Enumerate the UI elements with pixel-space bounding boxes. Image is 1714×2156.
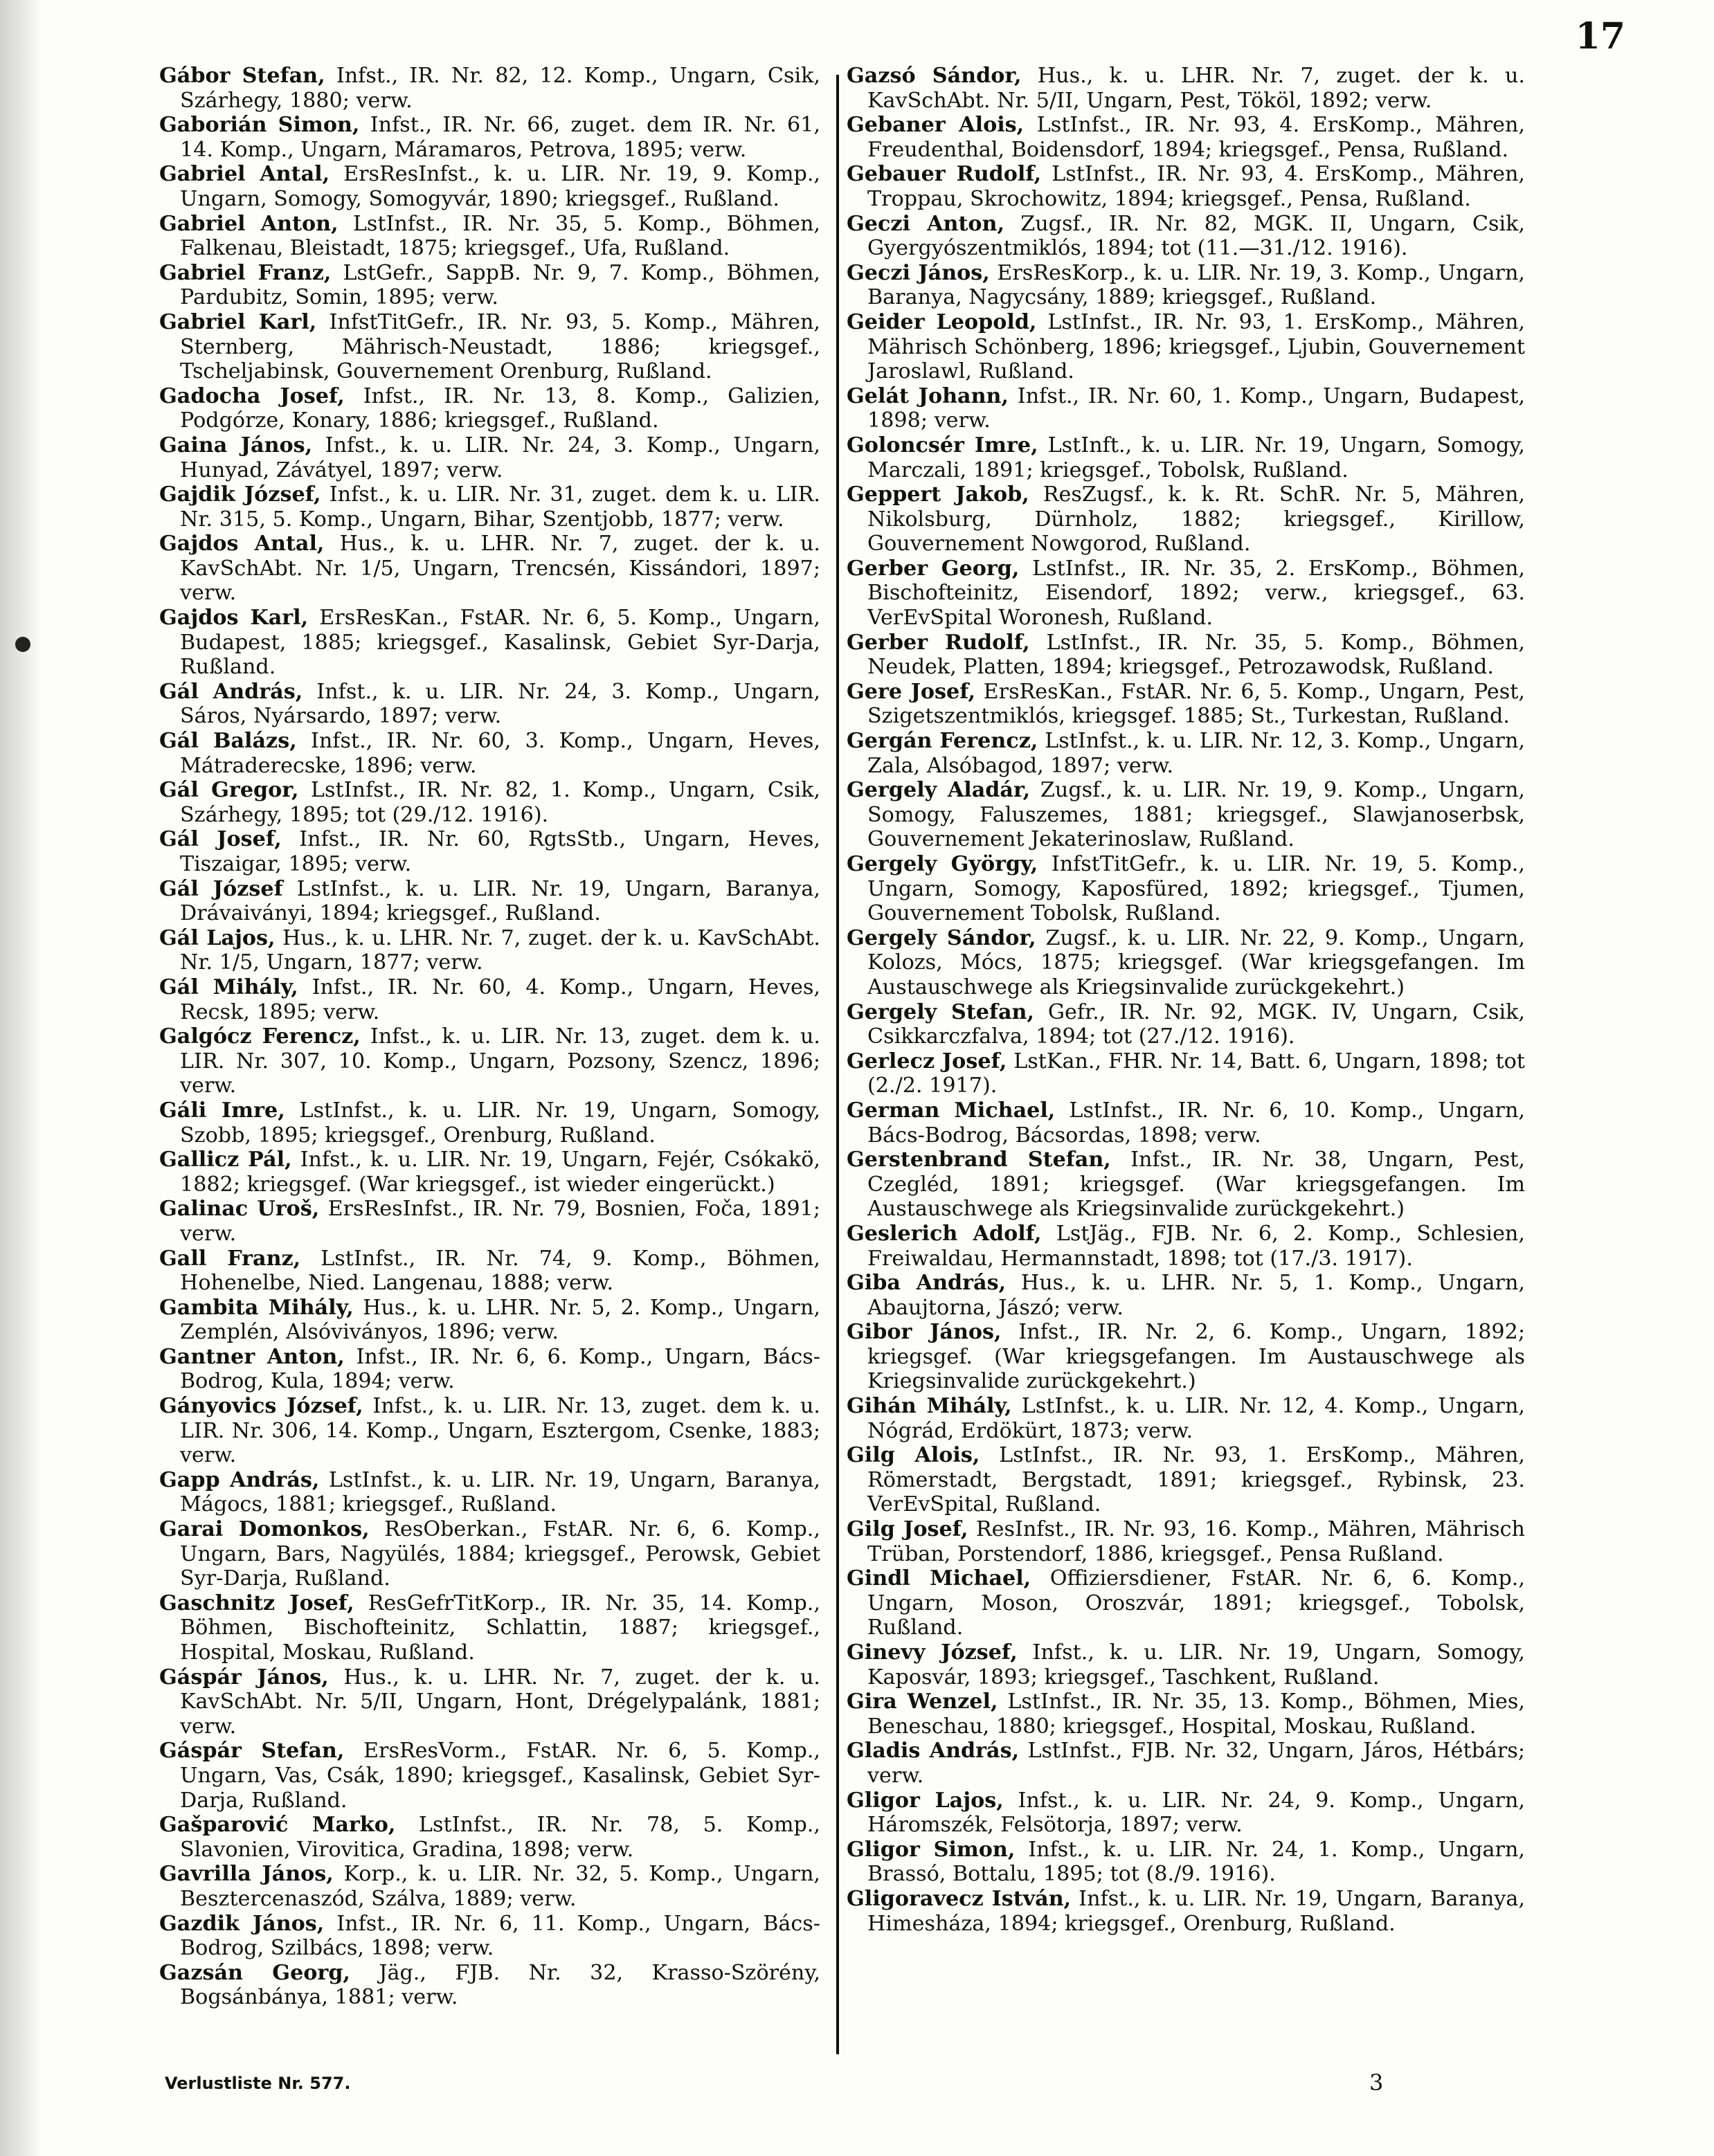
entry-details: LstInfst., k. u. LIR. Nr. 19, Ungarn, Baranya, Drávaiványi, 1894; kriegsgef., Rußland. bbox=[180, 876, 820, 926]
list-entry bbox=[847, 778, 1525, 852]
list-entry bbox=[159, 1148, 820, 1197]
entry-details: Korp., k. u. LIR. Nr. 32, 5. Komp., Ungarn, Besztercenaszód, Szálva, 1889; verw. bbox=[180, 1862, 820, 1911]
entry-details: LstInfst., k. u. LIR. Nr. 12, 3. Komp., Ungarn, Zala, Alsóbagod, 1897; verw. bbox=[867, 729, 1525, 778]
entry-details: LstInfst., IR. Nr. 93, 1. ErsKomp., Mähren, Mährisch Schönberg, 1896; kriegsgef., Ljubin, Gouvernement Jaroslawl, Rußland. bbox=[867, 309, 1525, 384]
entry-name: Gilg Alois, bbox=[847, 1443, 980, 1468]
list-entry bbox=[847, 310, 1525, 384]
entry-name: Gabriel Anton, bbox=[159, 211, 339, 236]
list-entry bbox=[847, 1049, 1525, 1098]
entry-name: Gergely Aladár, bbox=[847, 778, 1031, 803]
list-entry bbox=[159, 310, 820, 384]
entry-name: Gergely Stefan, bbox=[847, 999, 1034, 1024]
entry-details: Zugsf., k. u. LIR. Nr. 22, 9. Komp., Ungarn, Kolozs, Mócs, 1875; kriegsgef. (War kriegsgefangen. Im Austauschwege als Kriegsinvalide zurückgekehrt.) bbox=[867, 925, 1525, 999]
list-entry bbox=[159, 606, 820, 680]
entry-name: Gilg Josef, bbox=[847, 1517, 968, 1542]
entry-details: ResGefrTitKorp., IR. Nr. 35, 14. Komp., Böhmen, Bischofteinitz, Schlattin, 1887; kriegsgef., Hospital, Moskau, Rußland. bbox=[180, 1591, 820, 1665]
entry-details: Infst., k. u. LIR. Nr. 24, 9. Komp., Ungarn, Háromszék, Felsötorja, 1897; verw. bbox=[867, 1788, 1525, 1838]
entry-details: LstInfst., IR. Nr. 35, 5. Komp., Böhmen, Falkenau, Bleistadt, 1875; kriegsgef., Ufa, Rußland. bbox=[180, 211, 820, 261]
list-entry bbox=[159, 1739, 820, 1813]
list-entry bbox=[159, 827, 820, 876]
entry-details: ResOberkan., FstAR. Nr. 6, 6. Komp., Ungarn, Bars, Nagyülés, 1884; kriegsgef., Perowsk, Gebiet Syr-Darja, Rußland. bbox=[180, 1517, 820, 1591]
entry-name: Gapp András, bbox=[159, 1467, 320, 1492]
entry-details: LstInfst., IR. Nr. 82, 1. Komp., Ungarn, Csik, Szárhegy, 1895; tot (29./12. 1916). bbox=[180, 778, 820, 827]
entry-details: Hus., k. u. LHR. Nr. 7, zuget. der k. u. KavSchAbt. Nr. 1/5, Ungarn, Trencsén, Kissándori, 1897; verw. bbox=[180, 532, 820, 606]
entry-name: Gira Wenzel, bbox=[847, 1690, 998, 1714]
list-entry bbox=[847, 1222, 1525, 1271]
entry-details: Hus., k. u. LHR. Nr. 7, zuget. der k. u. KavSchAbt. Nr. 5/II, Ungarn, Hont, Drégelypalánk, 1881; verw. bbox=[180, 1665, 820, 1739]
entry-name: Gambita Mihály, bbox=[159, 1295, 354, 1320]
entry-details: LstInfst., IR. Nr. 6, 10. Komp., Ungarn, Bács-Bodrog, Bácsordas, 1898; verw. bbox=[867, 1098, 1526, 1148]
entry-details: ErsResVorm., FstAR. Nr. 6, 5. Komp., Ungarn, Vas, Csák, 1890; kriegsgef., Kasalinsk, Gebiet Syr-Darja, Rußland. bbox=[180, 1739, 821, 1813]
list-entry bbox=[847, 1098, 1525, 1148]
entry-name: Ginevy József, bbox=[847, 1640, 1018, 1665]
list-entry bbox=[847, 261, 1525, 310]
entry-details: ErsResKorp., k. u. LIR. Nr. 19, 3. Komp., Ungarn, Baranya, Nagycsány, 1889; kriegsgef., Rußland. bbox=[867, 260, 1525, 310]
entry-details: Offiziersdiener, FstAR. Nr. 6, 6. Komp., Ungarn, Moson, Oroszvár, 1891; kriegsgef., Tobolsk, Rußland. bbox=[867, 1566, 1525, 1640]
entry-details: Hus., k. u. LHR. Nr. 7, zuget. der k. u. KavSchAbt. Nr. 5/II, Ungarn, Pest, Tököl, 1892; verw. bbox=[867, 64, 1526, 113]
list-entry bbox=[159, 729, 820, 778]
entry-name: Galgócz Ferencz, bbox=[159, 1024, 361, 1049]
entry-name: Gebaner Alois, bbox=[847, 113, 1025, 138]
entry-name: Gányovics József, bbox=[159, 1394, 363, 1419]
entry-name: Gaschnitz Josef, bbox=[159, 1591, 354, 1615]
list-entry bbox=[159, 778, 820, 827]
entry-details: Infst., IR. Nr. 60, RgtsStb., Ungarn, Heves, Tiszaigar, 1895; verw. bbox=[180, 827, 820, 876]
page-number: 17 bbox=[1575, 15, 1625, 57]
entry-details: Infst., k. u. LIR. Nr. 24, 1. Komp., Ungarn, Brassó, Bottalu, 1895; tot (8./9. 1916). bbox=[867, 1837, 1525, 1887]
entry-name: Gabriel Karl, bbox=[159, 309, 317, 334]
entry-details: ErsResInfst., k. u. LIR. Nr. 19, 9. Komp., Ungarn, Somogy, Somogyvár, 1890; kriegsgef., Rußland. bbox=[180, 162, 821, 211]
entry-name: Gligoravecz István, bbox=[847, 1886, 1072, 1911]
list-entry bbox=[847, 631, 1525, 680]
entry-details: Infst., IR. Nr. 60, 3. Komp., Ungarn, Heves, Mátraderecske, 1896; verw. bbox=[180, 729, 820, 778]
entry-details: Hus., k. u. LHR. Nr. 5, 1. Komp., Ungarn, Abaujtorna, Jászó; verw. bbox=[867, 1271, 1525, 1320]
list-entry bbox=[847, 162, 1525, 211]
entry-details: ErsResInfst., IR. Nr. 79, Bosnien, Foča, 1891; verw. bbox=[180, 1197, 821, 1246]
entry-name: Gibor János, bbox=[847, 1320, 1002, 1345]
entry-details: ErsResKan., FstAR. Nr. 6, 5. Komp., Ungarn, Pest, Szigetszentmiklós, kriegsgef. 1885; St., Turkestan, Rußland. bbox=[867, 679, 1525, 729]
list-entry bbox=[159, 261, 820, 310]
entry-details: Infst., k. u. LIR. Nr. 19, Ungarn, Fejér, Csókakö, 1882; kriegsgef. (War kriegsgef., ist wieder eingerückt.) bbox=[180, 1148, 821, 1197]
list-entry bbox=[159, 680, 820, 729]
list-entry bbox=[159, 162, 820, 211]
list-entry bbox=[847, 680, 1525, 729]
entry-name: Gere Josef, bbox=[847, 679, 976, 704]
entry-name: Gál Mihály, bbox=[159, 975, 298, 999]
entry-details: LstInfst., IR. Nr. 93, 4. ErsKomp., Mähren, Troppau, Skrochowitz, 1894; kriegsgef., Pensa, Rußland. bbox=[867, 162, 1525, 211]
entry-name: Gazsó Sándor, bbox=[847, 64, 1022, 88]
entry-details: LstInfst., k. u. LIR. Nr. 19, Ungarn, Baranya, Mágocs, 1881; kriegsgef., Rußland. bbox=[180, 1467, 821, 1517]
left-column bbox=[159, 64, 820, 2010]
entry-name: Gallicz Pál, bbox=[159, 1148, 292, 1172]
entry-name: Geider Leopold, bbox=[847, 309, 1037, 334]
entry-name: Garai Domonkos, bbox=[159, 1517, 370, 1542]
entry-name: Gelát Johann, bbox=[847, 383, 1009, 408]
list-entry bbox=[159, 384, 820, 433]
entry-details: Infst., k. u. LIR. Nr. 19, Ungarn, Somogy, Kaposvár, 1893; kriegsgef., Taschkent, Rußland. bbox=[867, 1640, 1526, 1690]
list-entry bbox=[159, 1394, 820, 1468]
entry-name: Gabriel Franz, bbox=[159, 260, 332, 285]
entry-details: LstJäg., FJB. Nr. 6, 2. Komp., Schlesien, Freiwaldau, Hermannstadt, 1898; tot (17./3. 1917). bbox=[867, 1221, 1525, 1271]
entry-name: Gerber Georg, bbox=[847, 556, 1020, 581]
entry-details: ResZugsf., k. k. Rt. SchR. Nr. 5, Mähren, Nikolsburg, Dürnholz, 1882; kriegsgef., Kirillow, Gouvernement Nowgorod, Rußland. bbox=[867, 482, 1525, 556]
list-entry bbox=[159, 1247, 820, 1296]
list-entry bbox=[159, 212, 820, 261]
entry-details: Hus., k. u. LHR. Nr. 7, zuget. der k. u. KavSchAbt. Nr. 1/5, Ungarn, 1877; verw. bbox=[180, 925, 821, 975]
entry-details: LstInfst., FJB. Nr. 32, Ungarn, Járos, Hétbárs; verw. bbox=[867, 1739, 1525, 1788]
list-entry bbox=[159, 1591, 820, 1665]
entry-name: Gáspár János, bbox=[159, 1665, 329, 1690]
list-entry bbox=[847, 1690, 1525, 1739]
list-entry bbox=[847, 1739, 1525, 1788]
entry-name: Gihán Mihály, bbox=[847, 1394, 1012, 1419]
entry-name: Geczi Anton, bbox=[847, 211, 1005, 236]
list-entry bbox=[159, 433, 820, 482]
list-entry bbox=[159, 1098, 820, 1148]
entry-details: Zugsf., k. u. LIR. Nr. 19, 9. Komp., Ungarn, Somogy, Faluszemes, 1881; kriegsgef., Slawjanoserbsk, Gouvernement Jekaterinoslaw, Rußland. bbox=[867, 778, 1525, 852]
entry-name: German Michael, bbox=[847, 1098, 1056, 1123]
footer-issue-label: Verlustliste Nr. 577. bbox=[165, 2074, 351, 2093]
entry-name: Gligor Simon, bbox=[847, 1837, 1016, 1862]
entry-name: Gál Lajos, bbox=[159, 925, 276, 950]
list-entry bbox=[847, 926, 1525, 1000]
entry-name: Geslerich Adolf, bbox=[847, 1221, 1042, 1246]
list-entry bbox=[847, 64, 1525, 113]
entry-name: Gergely Sándor, bbox=[847, 925, 1036, 950]
list-entry bbox=[847, 1788, 1525, 1838]
list-entry bbox=[159, 877, 820, 926]
list-entry bbox=[159, 482, 820, 532]
entry-name: Gindl Michael, bbox=[847, 1566, 1031, 1591]
entry-details: LstInfst., IR. Nr. 35, 5. Komp., Böhmen, Neudek, Platten, 1894; kriegsgef., Petrozawodsk, Rußland. bbox=[867, 630, 1525, 680]
entry-details: LstInfst., IR. Nr. 35, 2. ErsKomp., Böhmen, Bischofteinitz, Eisendorf, 1892; verw., kriegsgef., 63. VerEvSpital Woronesh, Rußland. bbox=[867, 556, 1525, 631]
list-entry bbox=[159, 1345, 820, 1394]
list-entry bbox=[159, 1862, 820, 1911]
list-entry bbox=[159, 926, 820, 975]
entry-details: LstInfst., k. u. LIR. Nr. 12, 4. Komp., Ungarn, Nógrád, Erdökürt, 1873; verw. bbox=[867, 1394, 1525, 1443]
entry-details: Infst., IR. Nr. 13, 8. Komp., Galizien, Podgórze, Konary, 1886; kriegsgef., Rußland. bbox=[180, 383, 820, 433]
entry-name: Gábor Stefan, bbox=[159, 64, 325, 88]
entry-name: Gall Franz, bbox=[159, 1246, 301, 1271]
list-entry bbox=[847, 1000, 1525, 1049]
list-entry bbox=[847, 1271, 1525, 1320]
entry-name: Gál József bbox=[159, 876, 283, 901]
entry-name: Gladis András, bbox=[847, 1739, 1020, 1764]
entry-name: Gergely György, bbox=[847, 852, 1038, 876]
entry-details: Infst., IR. Nr. 66, zuget. dem IR. Nr. 61, 14. Komp., Ungarn, Máramaros, Petrova, 1895; verw. bbox=[180, 113, 820, 162]
entry-details: Infst., IR. Nr. 60, 1. Komp., Ungarn, Budapest, 1898; verw. bbox=[867, 383, 1525, 433]
entry-name: Gazdik János, bbox=[159, 1911, 325, 1936]
entry-name: Gebauer Rudolf, bbox=[847, 162, 1042, 187]
entry-name: Giba András, bbox=[847, 1271, 1007, 1296]
entry-name: Gaborián Simon, bbox=[159, 113, 360, 138]
entry-details: LstInfst., IR. Nr. 93, 1. ErsKomp., Mähren, Römerstadt, Bergstadt, 1891; kriegsgef., Rybinsk, 23. VerEvSpital, Rußland. bbox=[867, 1443, 1525, 1517]
entry-name: Gáspár Stefan, bbox=[159, 1739, 345, 1764]
entry-name: Gantner Anton, bbox=[159, 1344, 345, 1369]
list-entry bbox=[847, 482, 1525, 556]
list-entry bbox=[159, 1813, 820, 1862]
list-entry bbox=[847, 1838, 1525, 1887]
list-entry bbox=[159, 1197, 820, 1246]
list-entry bbox=[159, 532, 820, 606]
list-entry bbox=[847, 1320, 1525, 1394]
entry-details: LstInfst., IR. Nr. 74, 9. Komp., Böhmen, Hohenelbe, Nied. Langenau, 1888; verw. bbox=[180, 1246, 820, 1296]
entry-details: LstInfst., IR. Nr. 35, 13. Komp., Böhmen, Mies, Beneschau, 1880; kriegsgef., Hospital, Moskau, Rußland. bbox=[867, 1690, 1525, 1739]
entry-details: Infst., IR. Nr. 60, 4. Komp., Ungarn, Heves, Recsk, 1895; verw. bbox=[180, 975, 820, 1024]
entry-details: Gefr., IR. Nr. 92, MGK. IV, Ungarn, Csik, Csikkarczfalva, 1894; tot (27./12. 1916). bbox=[867, 999, 1525, 1049]
entry-name: Gál András, bbox=[159, 679, 303, 704]
entry-name: Geczi János, bbox=[847, 260, 990, 285]
list-entry bbox=[159, 1912, 820, 1961]
entry-name: Gerlecz Josef, bbox=[847, 1049, 1007, 1074]
list-entry bbox=[847, 113, 1525, 162]
list-entry bbox=[159, 1296, 820, 1345]
list-entry bbox=[847, 1887, 1525, 1936]
entry-name: Gavrilla János, bbox=[159, 1862, 334, 1887]
entry-name: Gazsán Georg, bbox=[159, 1960, 350, 1985]
list-entry bbox=[847, 852, 1525, 926]
entry-name: Galinac Uroš, bbox=[159, 1197, 320, 1222]
entry-name: Gajdos Antal, bbox=[159, 532, 325, 556]
entry-details: LstInfst., IR. Nr. 93, 4. ErsKomp., Mähren, Freudenthal, Boidensdorf, 1894; kriegsgef., Pensa, Rußland. bbox=[867, 113, 1525, 162]
entry-details: ErsResKan., FstAR. Nr. 6, 5. Komp., Ungarn, Budapest, 1885; kriegsgef., Kasalinsk, Gebiet Syr-Darja, Rußland. bbox=[180, 606, 820, 680]
entry-details: Infst., k. u. LIR. Nr. 24, 3. Komp., Ungarn, Hunyad, Závátyel, 1897; verw. bbox=[180, 433, 820, 482]
entry-details: LstInfst., k. u. LIR. Nr. 19, Ungarn, Somogy, Szobb, 1895; kriegsgef., Orenburg, Rußland. bbox=[180, 1098, 820, 1148]
entry-details: InfstTitGefr., IR. Nr. 93, 5. Komp., Mähren, Sternberg, Mährisch-Neustadt, 1886; kriegsgef., Tscheljabinsk, Gouvernement Orenburg, Rußland. bbox=[180, 309, 820, 384]
entry-name: Gerber Rudolf, bbox=[847, 630, 1030, 655]
entry-name: Geppert Jakob, bbox=[847, 482, 1029, 507]
list-entry bbox=[159, 64, 820, 113]
entry-name: Gáli Imre, bbox=[159, 1098, 285, 1123]
binding-hole-mark bbox=[15, 637, 30, 652]
list-entry bbox=[847, 212, 1525, 261]
entry-details: Jäg., FJB. Nr. 32, Krasso-Szörény, Bogsánbánya, 1881; verw. bbox=[180, 1960, 821, 2010]
entry-name: Gál Gregor, bbox=[159, 778, 299, 803]
footer-signature-mark: 3 bbox=[1369, 2069, 1384, 2096]
list-entry bbox=[847, 1148, 1525, 1222]
entry-details: Hus., k. u. LHR. Nr. 5, 2. Komp., Ungarn, Zemplén, Alsóviványos, 1896; verw. bbox=[180, 1295, 820, 1345]
entry-name: Gadocha Josef, bbox=[159, 383, 345, 408]
list-entry bbox=[847, 1566, 1525, 1640]
entry-name: Goloncsér Imre, bbox=[847, 433, 1038, 458]
entry-details: Infst., k. u. LIR. Nr. 31, zuget. dem k. u. LIR. Nr. 315, 5. Komp., Ungarn, Bihar, Szentjobb, 1877; verw. bbox=[180, 482, 821, 532]
entry-details: ResInfst., IR. Nr. 93, 16. Komp., Mähren, Mährisch Trüban, Porstendorf, 1886, kriegsgef., Pensa Rußland. bbox=[867, 1517, 1525, 1566]
list-entry bbox=[847, 556, 1525, 631]
list-entry bbox=[847, 1517, 1525, 1566]
list-entry bbox=[159, 113, 820, 162]
entry-name: Gajdos Karl, bbox=[159, 606, 309, 631]
entry-details: Infst., IR. Nr. 6, 11. Komp., Ungarn, Bács-Bodrog, Szilbács, 1898; verw. bbox=[180, 1911, 820, 1961]
entry-details: Infst., IR. Nr. 38, Ungarn, Pest, Czegléd, 1891; kriegsgef. (War kriegsgefangen. Im Austauschwege als Kriegsinvalide zurückgekehrt.) bbox=[867, 1148, 1525, 1222]
list-entry bbox=[847, 1443, 1525, 1517]
right-column bbox=[847, 64, 1525, 1936]
list-entry bbox=[159, 1468, 820, 1517]
list-entry bbox=[847, 1640, 1525, 1690]
entry-details: LstInft., k. u. LIR. Nr. 19, Ungarn, Somogy, Marczali, 1891; kriegsgef., Tobolsk, Rußland. bbox=[867, 433, 1525, 482]
entry-details: LstInfst., IR. Nr. 78, 5. Komp., Slavonien, Virovitica, Gradina, 1898; verw. bbox=[180, 1813, 820, 1862]
list-entry bbox=[847, 384, 1525, 433]
entry-details: LstGefr., SappB. Nr. 9, 7. Komp., Böhmen, Pardubitz, Somin, 1895; verw. bbox=[180, 260, 820, 310]
entry-details: Infst., k. u. LIR. Nr. 24, 3. Komp., Ungarn, Sáros, Nyársardo, 1897; verw. bbox=[180, 679, 820, 729]
list-entry bbox=[159, 1517, 820, 1591]
entry-details: Infst., k. u. LIR. Nr. 13, zuget. dem k. u. LIR. Nr. 306, 14. Komp., Ungarn, Esztergom, Csenke, 1883; verw. bbox=[180, 1394, 820, 1468]
list-entry bbox=[847, 433, 1525, 482]
entry-name: Gergán Ferencz, bbox=[847, 729, 1038, 754]
column-divider bbox=[836, 75, 839, 2054]
list-entry bbox=[847, 1394, 1525, 1443]
entry-name: Gál Balázs, bbox=[159, 729, 297, 754]
entry-details: Infst., IR. Nr. 2, 6. Komp., Ungarn, 1892; kriegsgef. (War kriegsgefangen. Im Austauschwege als Kriegsinvalide zurückgekehrt.) bbox=[867, 1320, 1525, 1394]
binding-shadow bbox=[0, 0, 42, 2156]
list-entry bbox=[847, 729, 1525, 778]
entry-details: LstKan., FHR. Nr. 14, Batt. 6, Ungarn, 1898; tot (2./2. 1917). bbox=[867, 1049, 1525, 1098]
entry-name: Gerstenbrand Stefan, bbox=[847, 1148, 1111, 1172]
list-entry bbox=[159, 1024, 820, 1098]
entry-name: Gaina János, bbox=[159, 433, 313, 458]
entry-name: Gajdik József, bbox=[159, 482, 321, 507]
entry-details: Infst., k. u. LIR. Nr. 13, zuget. dem k. u. LIR. Nr. 307, 10. Komp., Ungarn, Pozsony, Szencz, 1896; verw. bbox=[180, 1024, 820, 1098]
entry-name: Gligor Lajos, bbox=[847, 1788, 1004, 1813]
entry-details: InfstTitGefr., k. u. LIR. Nr. 19, 5. Komp., Ungarn, Somogy, Kaposfüred, 1892; kriegsgef., Tjumen, Gouvernement Tobolsk, Rußland. bbox=[867, 852, 1526, 926]
list-entry bbox=[159, 1665, 820, 1739]
entry-details: Zugsf., IR. Nr. 82, MGK. II, Ungarn, Csik, Gyergyószentmiklós, 1894; tot (11.—31./12. 1916). bbox=[867, 211, 1525, 261]
entry-name: Gál Josef, bbox=[159, 827, 282, 852]
list-entry bbox=[159, 975, 820, 1024]
entry-details: Infst., k. u. LIR. Nr. 19, Ungarn, Baranya, Himesháza, 1894; kriegsgef., Orenburg, Rußland. bbox=[867, 1886, 1526, 1936]
entry-name: Gabriel Antal, bbox=[159, 162, 330, 187]
entry-name: Gašparović Marko, bbox=[159, 1813, 396, 1838]
entry-details: Infst., IR. Nr. 82, 12. Komp., Ungarn, Csik, Szárhegy, 1880; verw. bbox=[180, 64, 821, 113]
entry-details: Infst., IR. Nr. 6, 6. Komp., Ungarn, Bács-Bodrog, Kula, 1894; verw. bbox=[180, 1344, 820, 1394]
list-entry bbox=[159, 1961, 820, 2010]
